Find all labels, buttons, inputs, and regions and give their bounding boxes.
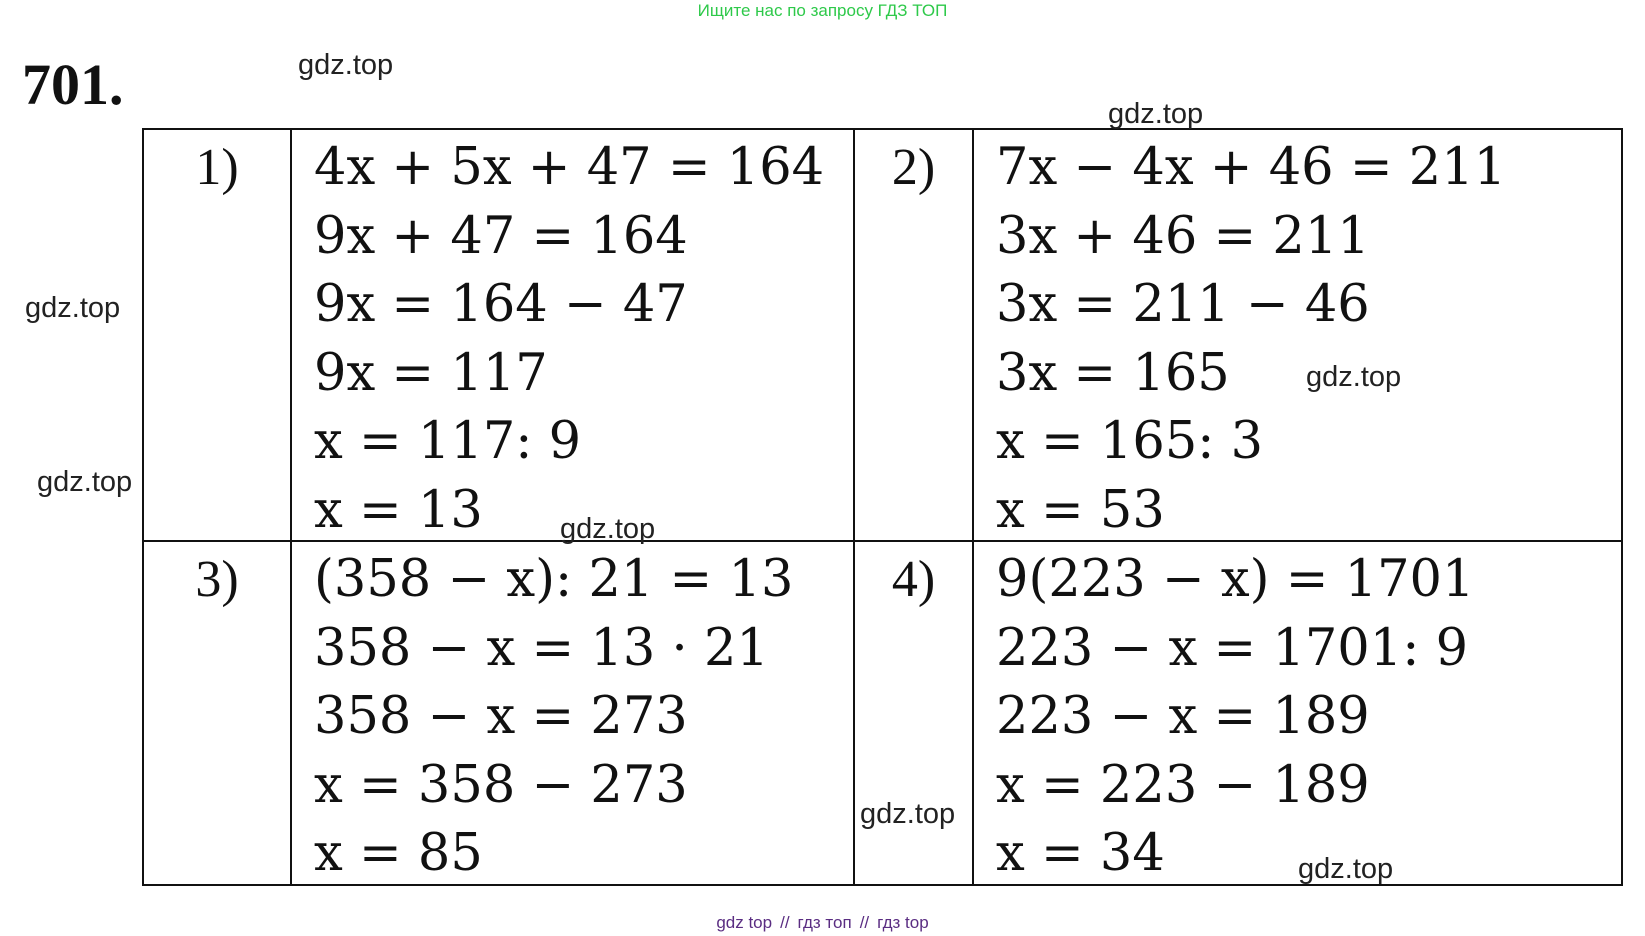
solution-step: 4x + 5x + 47 = 164 bbox=[314, 138, 825, 197]
watermark: gdz.top bbox=[37, 466, 133, 498]
watermark: gdz.top bbox=[25, 292, 121, 324]
watermark: gdz.top bbox=[1298, 853, 1394, 885]
footer-links bbox=[0, 912, 1645, 934]
cell-solution-1 bbox=[292, 130, 855, 542]
solution-step: x = 13 bbox=[314, 480, 483, 540]
solution-step: 9x = 117 bbox=[314, 343, 548, 403]
cell-label-2 bbox=[855, 130, 974, 542]
footer-link[interactable]: гдз top bbox=[877, 913, 929, 932]
cell-solution-3 bbox=[292, 542, 855, 884]
solution-step: 9(223 − x) = 1701 bbox=[996, 550, 1475, 609]
search-hint-banner: Ищите нас по запросу ГДЗ ТОП bbox=[697, 1, 948, 20]
equation-label: 4) bbox=[891, 551, 936, 608]
watermark: gdz.top bbox=[1306, 361, 1402, 393]
solution-step: x = 358 − 273 bbox=[314, 755, 688, 815]
solution-step: x = 223 − 189 bbox=[996, 755, 1370, 815]
problem-number: 701. bbox=[22, 52, 124, 117]
footer-separator: // bbox=[780, 913, 790, 932]
cell-label-3 bbox=[144, 542, 292, 884]
solution-step: 358 − x = 13 · 21 bbox=[314, 618, 769, 678]
solution-step: x = 85 bbox=[314, 824, 483, 883]
equation-label: 1) bbox=[195, 139, 239, 196]
footer-separator: // bbox=[859, 913, 870, 932]
footer-link[interactable]: gdz top bbox=[716, 913, 773, 932]
equation-label: 3) bbox=[195, 551, 239, 608]
cell-label-4 bbox=[855, 542, 974, 884]
solution-steps bbox=[314, 546, 793, 889]
solution-step: (358 − x): 21 = 13 bbox=[314, 550, 794, 609]
watermark: gdz.top bbox=[560, 513, 656, 545]
solution-step: x = 165: 3 bbox=[996, 412, 1264, 471]
cell-solution-2 bbox=[974, 130, 1621, 542]
solutions-table bbox=[142, 128, 1623, 886]
solution-step: 9x = 164 − 47 bbox=[314, 275, 688, 334]
solution-step: x = 117: 9 bbox=[314, 412, 582, 471]
equation-label: 2) bbox=[891, 139, 936, 196]
watermark: gdz.top bbox=[860, 798, 956, 830]
solution-step: 223 − x = 1701: 9 bbox=[996, 618, 1469, 678]
solution-step: 223 − x = 189 bbox=[996, 687, 1370, 746]
solution-step: x = 34 bbox=[996, 824, 1165, 883]
solution-step: 3x + 46 = 211 bbox=[996, 206, 1370, 266]
footer-link[interactable]: гдз топ bbox=[797, 913, 852, 932]
solution-step: 3x = 165 bbox=[996, 343, 1230, 403]
solution-steps bbox=[314, 134, 824, 545]
watermark: gdz.top bbox=[1108, 98, 1204, 130]
cell-label-1 bbox=[144, 130, 292, 542]
solution-step: 9x + 47 = 164 bbox=[314, 206, 688, 266]
solution-step: 3x = 211 − 46 bbox=[996, 275, 1370, 334]
watermark: gdz.top bbox=[298, 49, 394, 81]
solution-steps bbox=[996, 546, 1474, 889]
solution-step: 7x − 4x + 46 = 211 bbox=[996, 138, 1507, 197]
cell-solution-4 bbox=[974, 542, 1621, 884]
solution-step: x = 53 bbox=[996, 480, 1165, 540]
solution-step: 358 − x = 273 bbox=[314, 687, 688, 746]
solution-steps bbox=[996, 134, 1506, 545]
